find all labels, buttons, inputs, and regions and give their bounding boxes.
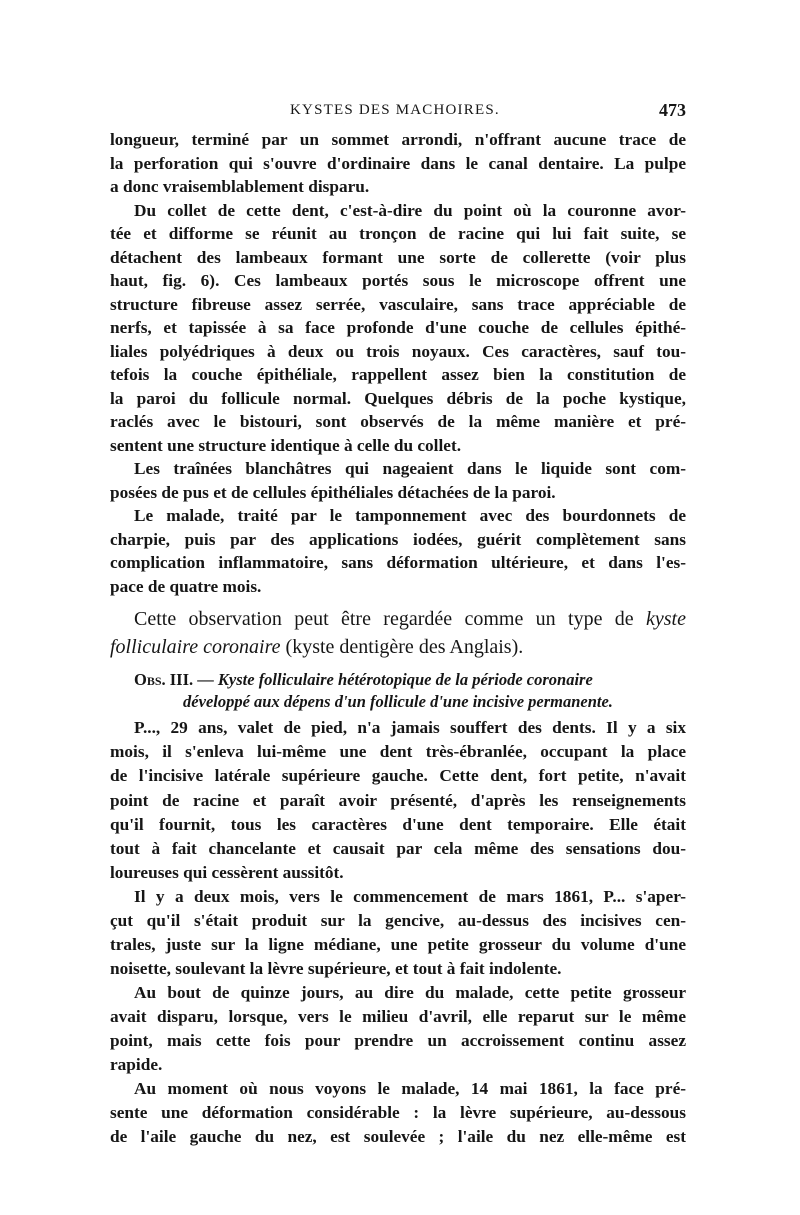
text-line: posées de pus et de cellules épithéliales détachées de la paroi.	[110, 483, 556, 502]
text-line: tout à fait chancelante et causait par cela même des sensations dou-	[110, 839, 686, 858]
remark-text: (kyste dentigère des Anglais).	[280, 636, 524, 658]
observation-dash: —	[193, 670, 218, 689]
observation-title: développé aux dépens d'un follicule d'une incisive permanente.	[183, 692, 613, 711]
text-line: çut qu'il s'était produit sur la gencive, au-dessus des incisives cen-	[110, 911, 686, 930]
text-line: structure fibreuse assez serrée, vasculaire, sans trace appréciable de	[110, 295, 686, 314]
observation-label: Obs. III.	[134, 670, 194, 689]
text-line: Au bout de quinze jours, au dire du malade, cette petite grosseur	[134, 983, 686, 1002]
observation-heading	[134, 668, 686, 692]
remark-emphasis: folliculaire coronaire	[110, 636, 281, 658]
running-head	[110, 100, 686, 124]
text-line: qu'il fournit, tous les caractères d'une dent temporaire. Elle était	[110, 815, 686, 834]
text-line: avait disparu, lorsque, vers le milieu d'avril, elle reparut sur le même	[110, 1007, 686, 1026]
text-line: la paroi du follicule normal. Quelques débris de la poche kystique,	[110, 389, 686, 408]
remark-line-2	[110, 633, 686, 661]
text-line: de l'incisive latérale supérieure gauche. Cette dent, fort petite, n'avait	[110, 766, 686, 785]
text-line: liales polyédriques à deux ou trois noyaux. Ces caractères, sauf tou-	[110, 342, 686, 361]
text-line: pace de quatre mois.	[110, 577, 262, 596]
text-line: Du collet de cette dent, c'est-à-dire du point où la couronne avor-	[134, 201, 686, 220]
remark-line-1	[134, 605, 686, 633]
text-line: P..., 29 ans, valet de pied, n'a jamais souffert des dents. Il y a six	[134, 718, 686, 737]
text-line: sentent une structure identique à celle du collet.	[110, 436, 462, 455]
text-line: sente une déformation considérable : la lèvre supérieure, au-dessous	[110, 1103, 686, 1122]
text-line: Le malade, traité par le tamponnement avec des bourdonnets de	[134, 506, 686, 525]
text-line: nerfs, et tapissée à sa face profonde d'une couche de cellules épithé-	[110, 318, 686, 337]
text-line: haut, fig. 6). Ces lambeaux portés sous le microscope offrent une	[110, 271, 686, 290]
text-line: loureuses qui cessèrent aussitôt.	[110, 863, 344, 882]
text-line: trales, juste sur la ligne médiane, une petite grosseur du volume d'une	[110, 935, 686, 954]
text-line: point, mais cette fois pour prendre un accroissement continu assez	[110, 1031, 686, 1050]
text-line: noisette, soulevant la lèvre supérieure, et tout à fait indolente.	[110, 959, 562, 978]
text-line: tée et difforme se réunit au tronçon de racine qui lui fait suite, se	[110, 224, 686, 243]
remark-text: Cette observation peut être regardée comme un type de	[134, 608, 647, 630]
text-line: détachent des lambeaux formant une sorte de collerette (voir plus	[110, 248, 686, 267]
text-line: Au moment où nous voyons le malade, 14 mai 1861, la face pré-	[134, 1079, 686, 1098]
text-line: charpie, puis par des applications iodées, guérit complètement sans	[110, 530, 686, 549]
remark-emphasis: kyste	[646, 608, 686, 630]
text-line: Les traînées blanchâtres qui nageaient dans le liquide sont com-	[134, 459, 686, 478]
text-line: Il y a deux mois, vers le commencement de mars 1861, P... s'aper-	[134, 887, 686, 906]
text-line: tefois la couche épithéliale, rappellent assez bien la constitution de	[110, 365, 686, 384]
text-line: longueur, terminé par un sommet arrondi, n'offrant aucune trace de	[110, 130, 686, 149]
text-line: raclés avec le bistouri, sont observés de la même manière et pré-	[110, 412, 686, 431]
text-line: point de racine et paraît avoir présenté, d'après les renseignements	[110, 791, 686, 810]
observation-heading-line-2	[110, 690, 686, 714]
running-title: KYSTES DES MACHOIRES.	[290, 102, 500, 118]
page-number: 473	[659, 100, 686, 120]
text-line: complication inflammatoire, sans déformation ultérieure, et dans l'es-	[110, 553, 686, 572]
text-line: de l'aile gauche du nez, est soulevée ; l'aile du nez elle-même est	[110, 1127, 686, 1146]
text-line: la perforation qui s'ouvre d'ordinaire dans le canal dentaire. La pulpe	[110, 154, 686, 173]
text-line: mois, il s'enleva lui-même une dent très-ébranlée, occupant la place	[110, 742, 686, 761]
text-line: rapide.	[110, 1055, 163, 1074]
text-line: a donc vraisemblablement disparu.	[110, 177, 370, 196]
observation-title: Kyste folliculaire hétérotopique de la période coronaire	[217, 670, 593, 689]
